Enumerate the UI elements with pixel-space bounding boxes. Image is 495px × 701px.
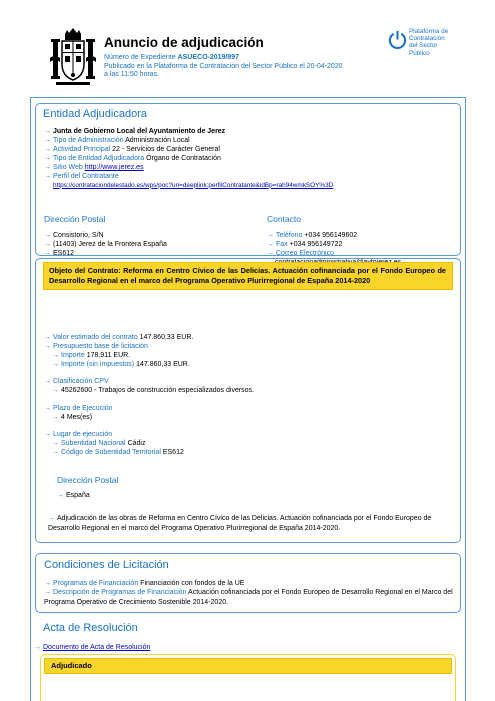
sitio-web: → Sitio Web http://www.jerez.es (44, 164, 144, 172)
arrow-icon: → (44, 404, 51, 412)
arrow-icon: → (267, 250, 274, 258)
acta-title: Acta de Resolución (43, 622, 138, 634)
contacto-title: Contacto (267, 214, 302, 224)
plazo-ejecucion: → Plazo de Ejecución (44, 404, 113, 412)
descripcion-programas: → Descripción de Programas de Financiación Actuación cofinanciada por el Fondo Europeo de Desarrollo Regional en el Marco del Programa Operativo de Crecimiento Sostenible 2014-2020. (44, 589, 453, 607)
arrow-icon: → (267, 241, 274, 249)
hora-line: a las 11:50 horas. (104, 71, 160, 79)
platform-logo-text: Plataforma de Contratación del Sector Público (409, 28, 449, 57)
objeto-contrato-section (35, 258, 461, 543)
arrow-icon: → (44, 378, 51, 386)
arrow-icon: → (52, 448, 59, 456)
arrow-icon: → (44, 128, 51, 135)
sitio-web-link[interactable]: http://www.jerez.es (84, 164, 144, 172)
objeto-direccion-value: → España (57, 492, 90, 499)
entidad-adjudicadora-section (35, 103, 461, 256)
arrow-icon: → (44, 589, 51, 597)
arrow-icon: → (44, 580, 51, 587)
importe: → Importe 178.911 EUR. (52, 352, 131, 360)
adjudicado-section (40, 654, 456, 701)
entidad-title: Entidad Adjudicadora (43, 108, 147, 120)
codigo-subentidad: → Código de Subentidad Territorial ES612 (52, 448, 184, 456)
condiciones-licitacion-section (35, 553, 461, 613)
direccion-postal-title: Dirección Postal (44, 214, 106, 224)
arrow-icon: → (44, 164, 51, 172)
arrow-icon: → (44, 430, 51, 438)
cpv-value: → 45262600 - Trabajos de construcción especializados diversos. (52, 387, 255, 395)
direccion-postal: → Consistorio, S/N → (11403) Jerez de la Frontera España → ES612 (44, 232, 167, 258)
expediente-line (104, 54, 404, 63)
objeto-direccion-title: Dirección Postal (57, 475, 119, 485)
perfil-contratante-link[interactable]: https://contrataciondelestado.es/wps/poc?uri=deeplink:perfilContratante&idBp=rah94wmkSOY%3D (53, 181, 334, 189)
tipo-entidad: → Tipo de Entidad Adjudicadora Órgano de Contratación (44, 155, 221, 163)
objeto-banner: Objeto del Contrato: Reforma en Centro Cívico de las Delicias. Actuación cofinanciada por el Fondo Europeo de Desarrollo Regional en el marco del Programa Operativo Plurirregional de España 2014-2020 (43, 262, 453, 290)
arrow-icon: → (48, 515, 55, 522)
lugar-ejecucion: → Lugar de ejecución (44, 430, 113, 438)
valor-estimado: → Valor estimado del contrato 147.860,33 EUR. (44, 334, 194, 341)
documento-acta-link[interactable]: Documento de Acta de Resolución (43, 644, 151, 651)
arrow-icon: → (44, 334, 51, 341)
expediente-label: Número de Expediente (104, 53, 176, 61)
arrow-icon: → (52, 439, 59, 447)
arrow-icon: → (44, 250, 51, 258)
document-header (50, 28, 450, 88)
arrow-icon: → (52, 413, 59, 421)
platform-logo (388, 28, 458, 68)
adjudicado-banner: Adjudicado (44, 658, 452, 674)
condiciones-title: Condiciones de Licitación (44, 559, 169, 571)
arrow-icon: → (44, 173, 51, 181)
header-text (104, 36, 404, 80)
acta-documento (34, 643, 150, 652)
importe-sin-impuestos: → Importe (sin impuestos) 147.860,33 EUR. (52, 361, 190, 369)
arrow-icon: → (44, 137, 51, 145)
spain-coat-of-arms-logo (50, 28, 96, 88)
page-title: Anuncio de adjudicación (104, 35, 264, 50)
arrow-icon: → (52, 361, 59, 369)
clasificacion-cpv: → Clasificación CPV (44, 378, 109, 386)
arrow-icon: → (57, 492, 64, 499)
objeto-descripcion: → Adjudicación de las obras de Reforma en Centro Cívico de las Delicias. Actuación cofinanciada por el Fondo Europeo de Desarrollo Regional en el marco del Programa Operativo Plurirregional de España 2014-2020. (48, 515, 432, 532)
arrow-icon: → (44, 155, 51, 163)
arrow-icon: → (52, 352, 59, 360)
entidad-nombre: → Junta de Gobierno Local del Ayuntamiento de Jerez (44, 128, 226, 135)
expediente-value: ASUECO-2019/897 (177, 53, 240, 61)
programas-financiacion: → Programas de Financiación Financiación con fondos de la UE (44, 580, 245, 587)
perfil-contratante: → Perfil del Contratante (44, 173, 119, 181)
arrow-icon: → (44, 343, 51, 351)
plazo-value: → 4 Mes(es) (52, 413, 93, 421)
contacto: → Teléfono +034 956149602 → Fax +034 956149722 → Correo Electrónico (267, 231, 401, 267)
arrow-icon: → (44, 241, 51, 249)
tipo-administracion: → Tipo de Administración Administración Local (44, 137, 190, 145)
power-icon (388, 30, 407, 49)
arrow-icon: → (44, 146, 51, 154)
subentidad-nacional: → Subentidad Nacional Cádiz (52, 439, 146, 447)
presupuesto-base: → Presupuesto base de licitación (44, 343, 148, 351)
arrow-icon: → (267, 232, 274, 239)
actividad-principal: → Actividad Principal 22 - Servicios de Carácter General (44, 146, 220, 154)
arrow-icon: → (44, 232, 51, 239)
publicado-line: Publicado en la Plataforma de Contratación del Sector Público el 20-04-2020 (104, 62, 343, 70)
arrow-icon: → (52, 387, 59, 395)
arrow-icon: → (34, 644, 41, 651)
